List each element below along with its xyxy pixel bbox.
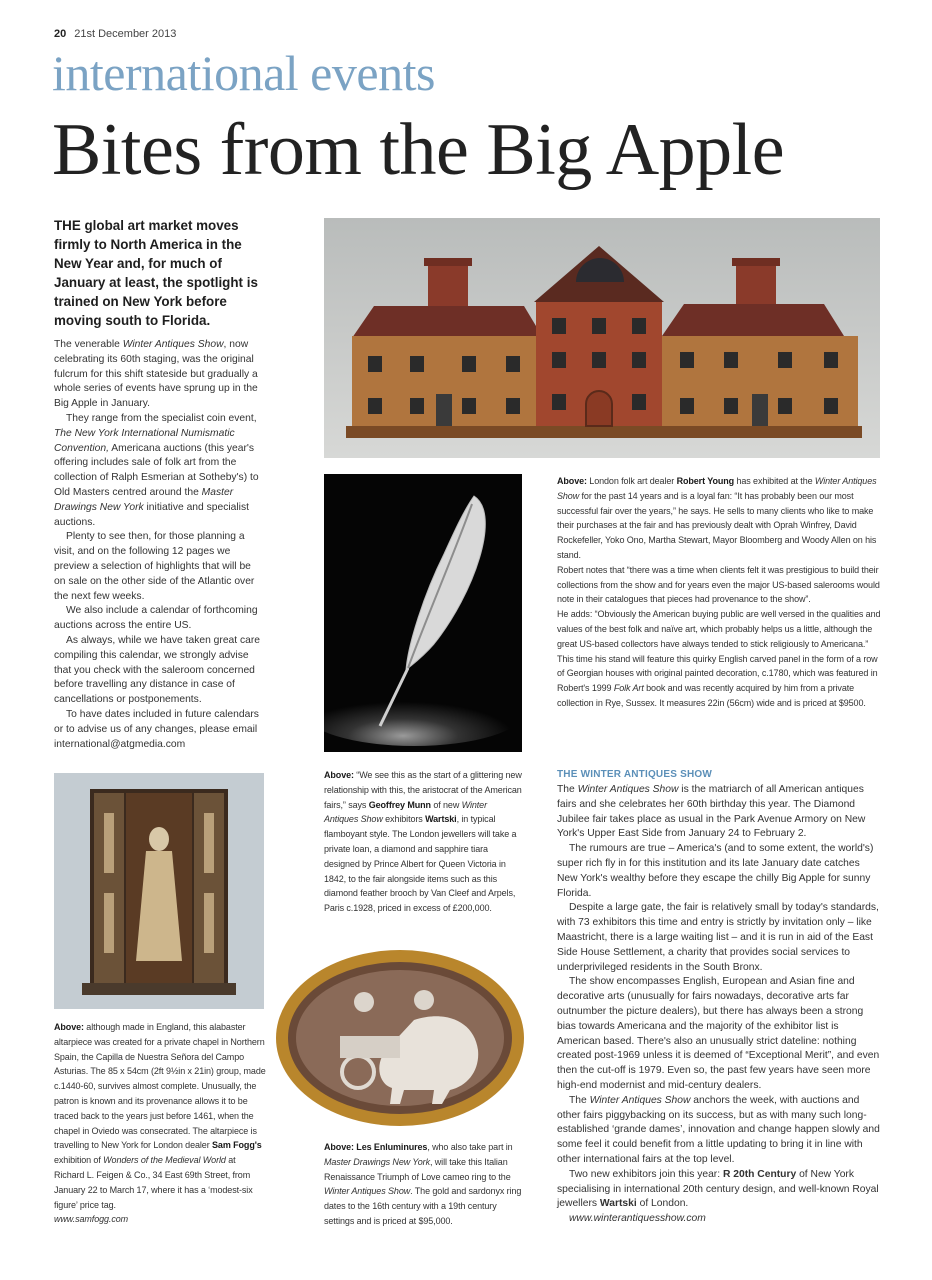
paragraph: To have dates included in future calendars or to advise us of any changes, please email international@atgmedia.com — [54, 708, 259, 750]
page-number: 20 — [54, 28, 67, 40]
left-body-text — [54, 338, 264, 752]
paragraph: Despite a large gate, the fair is relatively small by today's standards, with 73 exhibitors this time and entry is strictly by invitation only – like Maastricht, there is a large waiting list – and it is run in aid of the East Side House Settlement, a charity that provides social services to underprivileged residents in the South Bronx. — [557, 902, 879, 973]
folio — [54, 28, 176, 40]
photo-cameo-ring — [274, 940, 526, 1130]
paragraph: They range from the specialist coin event, The New York International Numismatic Convention, Americana auctions (this year's offering includes sale of folk art from the collection of Ralph Esmerian at Sotheby's) to Old Masters centred around the Master Drawings New York initiative and specialist auctions. — [54, 412, 259, 528]
paragraph — [557, 1212, 882, 1227]
photo-alabaster-altarpiece — [54, 773, 264, 1009]
caption-robert-young: Above: London folk art dealer Robert Young has exhibited at the Winter Antiques Show for the past 14 years and is a loyal fan: “It has probably been our most successful fair over the years,” he says. He sells to many clients who like to make their purchases at the fair and has previously dealt with Oprah Winfrey, David Rockefeller, Yoko Ono, Martha Stewart, Mayor Bloomberg and Woody Allen on his stand. Robert notes that “there was a time when clients felt it was prestigious to build their collections from the show and for years even the major US-based salerooms would note in their catalogues that pieces had provenance to the show”. He adds: “Obviously the American buying public are well versed in the qualities and values of the best folk and naïve art, which probably helps us a little, although the great US-based collectors have always tended to stick religiously to Americana.” This time his stand will feature this quirky English carved panel in the form of a row of Georgian houses with original painted decoration, c.1780, which was featured in Robert's 1999 Folk Art book and was recently acquired by him from a private collection in Rye, Sussex. It measures 22in (56cm) wide and is priced at $9500. — [557, 476, 881, 708]
paragraph: Plenty to see then, for those planning a visit, and on the following 12 pages we preview a selection of highlights that will be on sale on the other side of the Atlantic over the next few weeks. — [54, 531, 255, 602]
paragraph: The Winter Antiques Show anchors the week, with auctions and other fairs piggybacking on its success, but as with many such long-established ‘grande dames’, innovation and change happen slowly and some feel it could benefit from a little updating to bring it in line with other international fairs at the top level. — [557, 1094, 880, 1165]
winter-show-body — [557, 783, 882, 1227]
web-address: www.samfogg.com — [54, 1214, 129, 1225]
photo-georgian-houses — [324, 218, 880, 458]
headline: Bites from the Big Apple — [52, 109, 785, 191]
paragraph: Two new exhibitors join this year: R 20th Century of New York specialising in international 20th century design, and well-known Royal jewellers Wartski of London. — [557, 1168, 879, 1210]
paragraph: The venerable Winter Antiques Show, now celebrating its 60th staging, was the original fulcrum for this shift stateside but gradually a whole series of events have sprung up in the Big Apple in January. — [54, 339, 258, 410]
photo-feather-brooch — [324, 474, 522, 752]
paragraph: The Winter Antiques Show is the matriarch of all American antiques fairs and she celebrates her 60th birthday this year. The Diamond Jubilee fair takes place as usual in the Park Avenue Armory on New York's Upper East Side from January 24 to February 2. — [557, 784, 866, 840]
paragraph: We also include a calendar of forthcoming auctions across the entire US. — [54, 605, 258, 632]
caption-les-enluminures: Above: Les Enluminures, who also take part in Master Drawings New York, will take this Italian Renaissance Triumph of Love cameo ring to the Winter Antiques Show. The gold and sardonyx ring dates to the 16th century with a 19th century settings and is priced at $95,000. — [324, 1142, 522, 1226]
caption-geoffrey-munn: Above: “We see this as the start of a glittering new relationship with this, the aristocrat of the American fairs,” says Geoffrey Munn of new Winter Antiques Show exhibitors Wartski, in typical flamboyant style. The London jewellers will take a private loan, a diamond and sapphire tiara designed by Prince Albert for Queen Victoria in 1842, to the fair alongside items such as this diamond feather brooch by Van Cleef and Arpels, Paris c.1928, priced in excess of £200,000. — [324, 770, 522, 914]
section-title: international events — [52, 45, 435, 101]
caption-altarpiece: Above: although made in England, this alabaster altarpiece was created for a private chapel in Northern Spain, the Capilla de Nuestra Señora del Campo Asturias. The 85 x 54cm (2ft 9½in x 21in) group, made c.1440-60, survives almost complete. Unusually, the patron is known and its provenance allows it to be traced back to the years just before 1461, when the chapel in Oviedo was consecrated. The altarpiece is travelling to New York for London dealer Sam Fogg's exhibition of Wonders of the Medieval World at Richard L. Feigen & Co., 34 East 69th Street, from January 22 to March 17, where it has a ‘modest-six figure’ price tag. www.samfogg.com — [54, 1022, 266, 1225]
paragraph: As always, while we have taken great care compiling this calendar, we strongly advise that you check with the saleroom concerned before travelling any distance in case of cancellations or postponements. — [54, 634, 261, 706]
subheading-winter-show: THE WINTER ANTIQUES SHOW — [557, 769, 712, 780]
standfirst: THE global art market moves firmly to North America in the New Year and, for much of January at least, the spotlight is trained on New York before moving south to Florida. — [54, 218, 258, 328]
web-address: www.winterantiquesshow.com — [569, 1213, 706, 1225]
issue-date: 21st December 2013 — [74, 28, 177, 40]
paragraph: The show encompasses English, European and Asian fine and decorative arts (unusually for fairs nowadays, decorative arts far outnumber the picture dealers), but there has always been a strong bias towards Americana and the majority of the exhibitor list is American based. There's also an unusually strict dateline: nothing created post-1969 unless it is deemed of “Exceptional Merit”, and even then the cut-off is 1979. Even so, the past few years have seen more high-end modernist and mid-century dealers. — [557, 976, 880, 1091]
paragraph: The rumours are true – America's (and to some extent, the world's) super rich fly in for this institution and its late January date catches New York's wealthy before they escape the chilly Big Apple for sunny Florida. — [557, 843, 874, 899]
